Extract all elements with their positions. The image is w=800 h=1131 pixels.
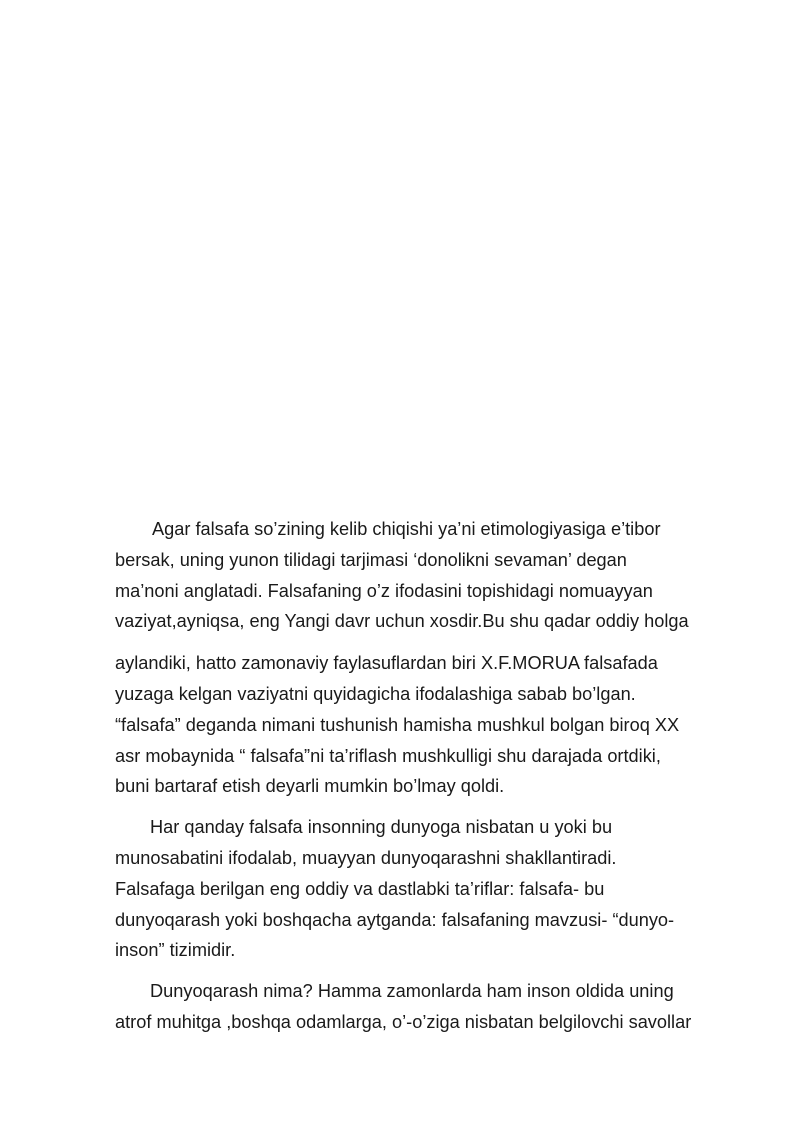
text-line: asr mobaynida “ falsafa”ni ta’riflash mushkulligi shu darajada ortdiki, <box>115 745 661 766</box>
text-line: Agar falsafa so’zining kelib chiqishi ya’ni etimologiyasiga e’tibor <box>152 519 661 539</box>
paragraph-morua <box>115 648 755 802</box>
body-text <box>115 514 755 1038</box>
text-line: ma’noni anglatadi. Falsafaning o’z ifodasini topishidagi nomuayyan <box>115 580 653 601</box>
text-line: yuzaga kelgan vaziyatni quyidagicha ifodalashiga sabab bo’lgan. <box>115 683 636 704</box>
text-line: munosabatini ifodalab, muayyan dunyoqarashni shakllantiradi. <box>115 847 617 868</box>
text-line: Falsafaga berilgan eng oddiy va dastlabki ta’riflar: falsafa- bu <box>115 878 605 899</box>
text-line: Dunyoqarash nima? Hamma zamonlarda ham inson oldida uning <box>150 981 674 1002</box>
text-line: atrof muhitga ,boshqa odamlarga, o’-o’ziga nisbatan belgilovchi savollar <box>115 1011 692 1032</box>
paragraph-worldview <box>115 812 755 966</box>
paragraph-etymology <box>115 514 755 637</box>
text-line: aylandiki, hatto zamonaviy faylasuflardan biri X.F.MORUA falsafada <box>115 653 658 674</box>
text-line: dunyoqarash yoki boshqacha aytganda: falsafaning mavzusi- “dunyo- <box>115 909 675 930</box>
text-line: Har qanday falsafa insonning dunyoga nisbatan u yoki bu <box>150 817 613 838</box>
paragraph-question <box>115 976 755 1038</box>
text-line: buni bartaraf etish deyarli mumkin bo’lmay qoldi. <box>115 776 505 797</box>
text-line: “falsafa” deganda nimani tushunish hamisha mushkul bolgan biroq XX <box>115 714 680 735</box>
text-line: inson” tizimidir. <box>115 940 236 961</box>
text-line: vaziyat,ayniqsa, eng Yangi davr uchun xosdir.Bu shu qadar oddiy holga <box>115 611 689 632</box>
text-line: bersak, uning yunon tilidagi tarjimasi ‘donolikni sevaman’ degan <box>115 549 627 570</box>
